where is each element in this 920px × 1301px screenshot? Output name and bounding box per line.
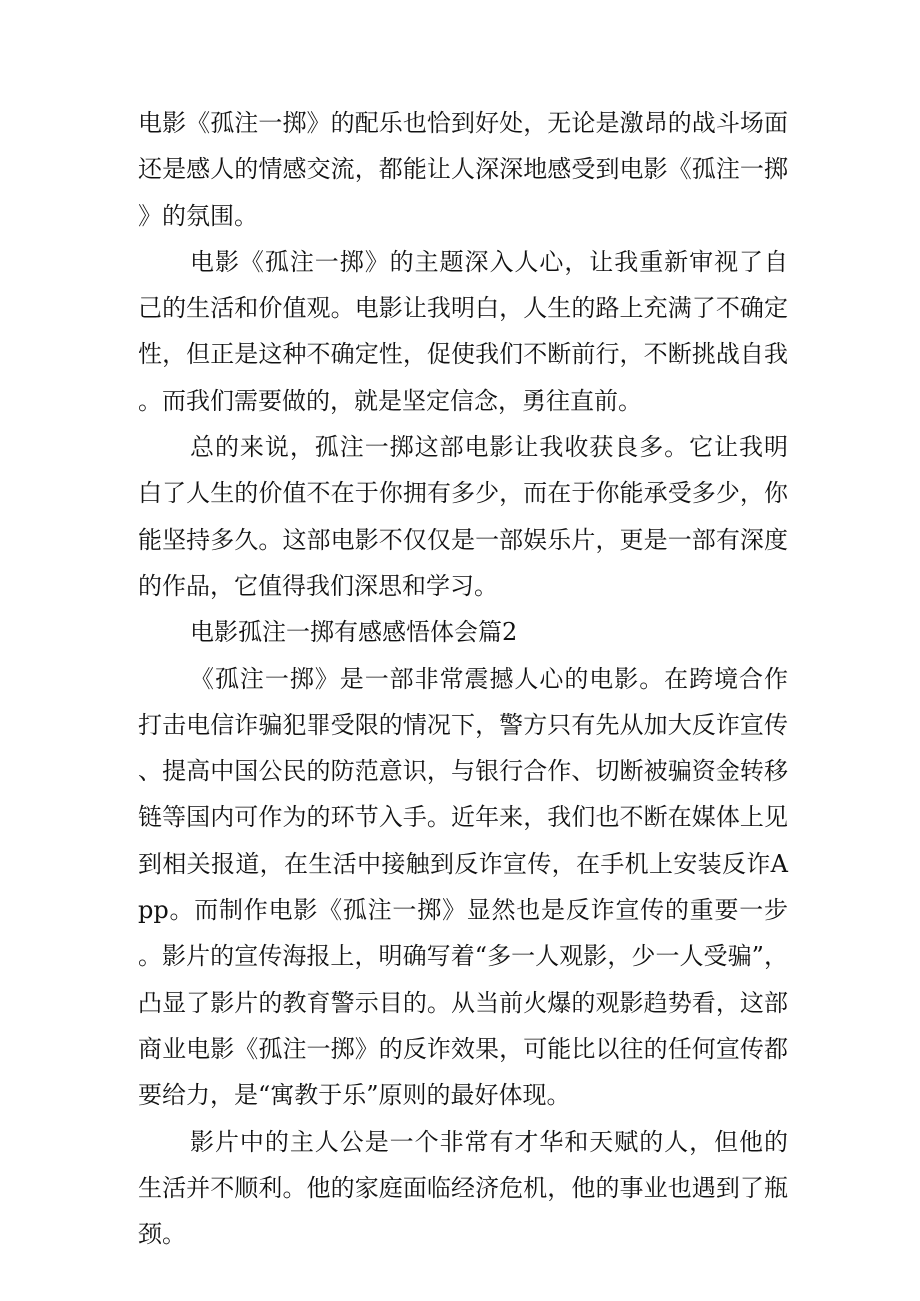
paragraph-music: 电影《孤注一掷》的配乐也恰到好处，无论是激昂的战斗场面还是感人的情感交流，都能让人深深地感受到电影《孤注一掷》的氛围。	[138, 109, 788, 230]
paragraph-anti-fraud: 《孤注一掷》是一部非常震撼人心的电影。在跨境合作打击电信诈骗犯罪受限的情况下，警方只有先从加大反诈宣传、提高中国公民的防范意识，与银行合作、切断被骗资金转移链等国内可作为的环节入手。近年来，我们也不断在媒体上见到相关报道，在生活中接触到反诈宣传，在手机上安装反诈App。而制作电影《孤注一掷》显然也是反诈宣传的重要一步。影片的宣传海报上，明确写着“多一人观影，少一人受骗”，凸显了影片的教育警示目的。从当前火爆的观影趋势看，这部商业电影《孤注一掷》的反诈效果，可能比以往的任何宣传都要给力，是“寓教于乐”原则的最好体现。	[138, 664, 788, 1110]
section-heading: 电影孤注一掷有感感悟体会篇2	[190, 618, 518, 647]
paragraph-summary: 总的来说，孤注一掷这部电影让我收获良多。它让我明白了人生的价值不在于你拥有多少，而在于你能承受多少，你能坚持多久。这部电影不仅仅是一部娱乐片，更是一部有深度的作品，它值得我们深思和学习。	[138, 433, 788, 600]
document-body	[138, 100, 788, 1257]
paragraph-theme: 电影《孤注一掷》的主题深入人心，让我重新审视了自己的生活和价值观。电影让我明白，人生的路上充满了不确定性，但正是这种不确定性，促使我们不断前行，不断挑战自我。而我们需要做的，就是坚定信念，勇往直前。	[138, 247, 788, 415]
paragraph-protagonist: 影片中的主人公是一个非常有才华和天赋的人，但他的生活并不顺利。他的家庭面临经济危机，他的事业也遇到了瓶颈。	[138, 1127, 788, 1249]
